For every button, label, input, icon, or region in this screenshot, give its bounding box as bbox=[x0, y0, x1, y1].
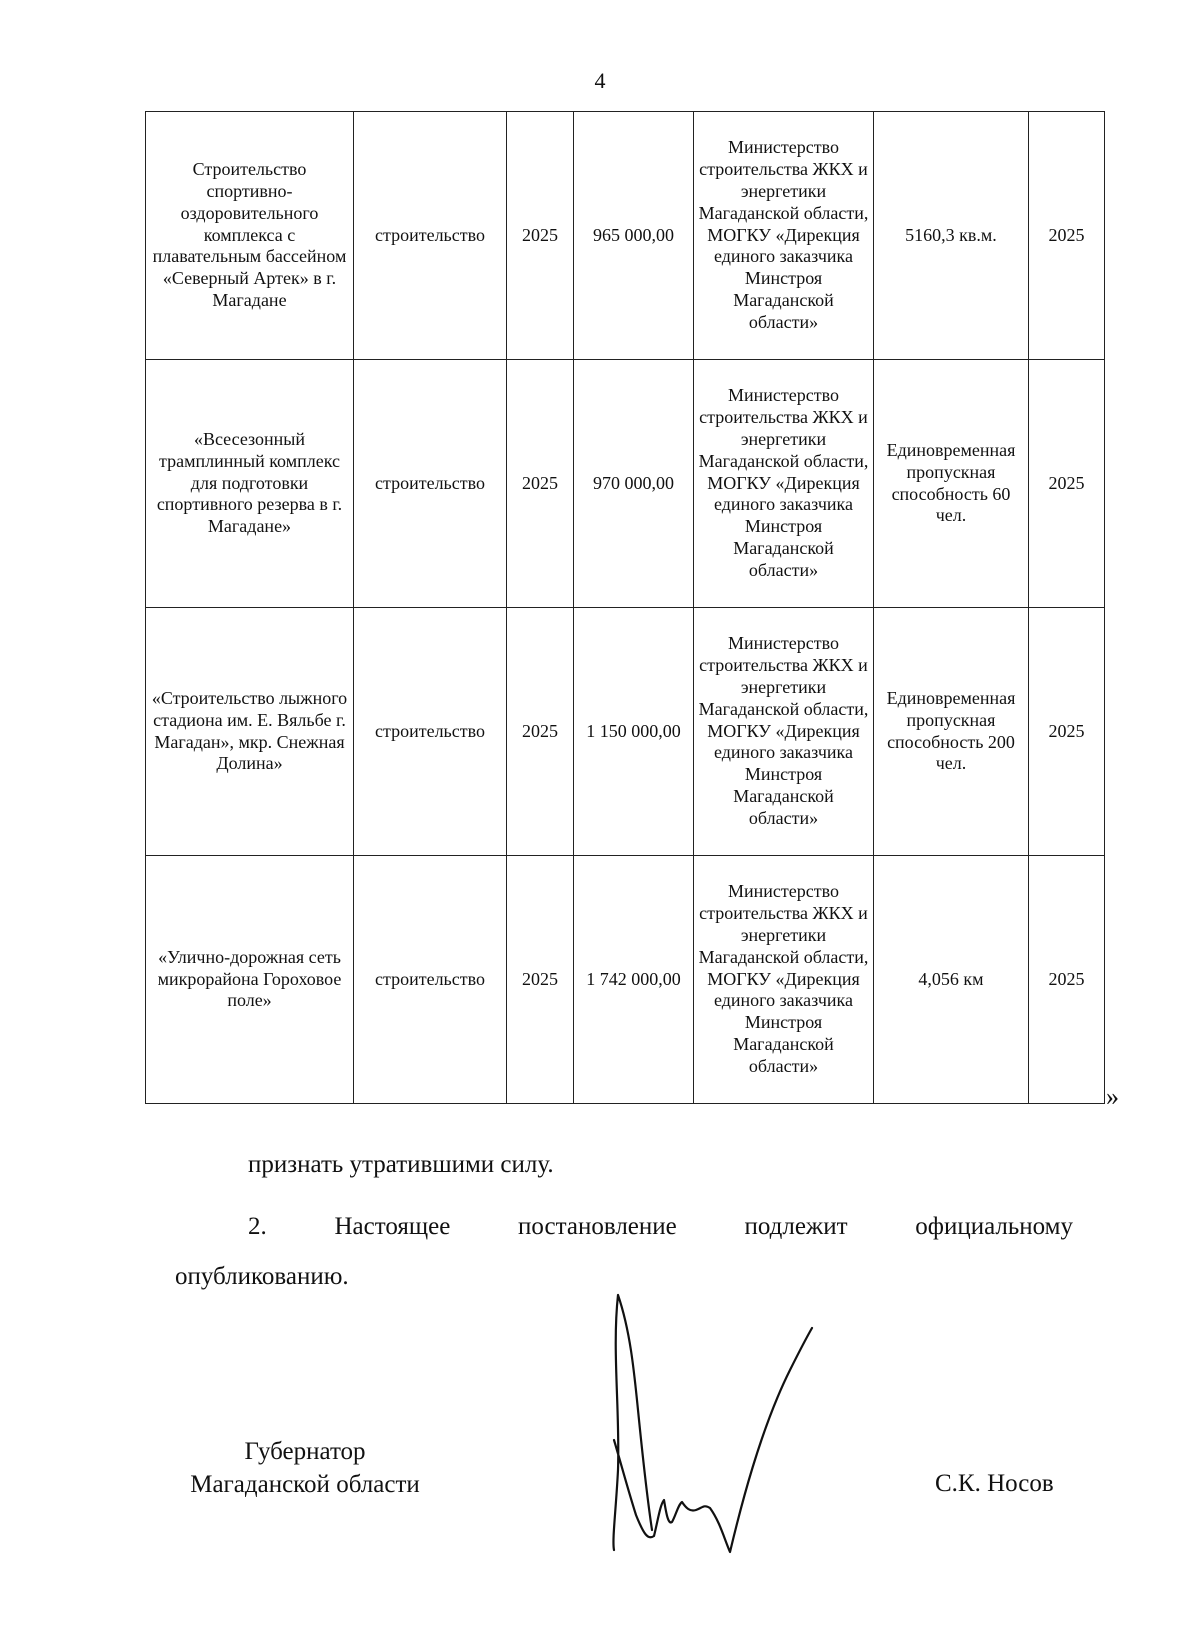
signatory-name: С.К. Носов bbox=[935, 1470, 1054, 1497]
capacity-cell: 5160,3 кв.м. bbox=[874, 112, 1029, 360]
publication-clause bbox=[175, 1212, 1073, 1292]
end-year-cell: 2025 bbox=[1029, 112, 1105, 360]
signatory-title-line2: Магаданской области bbox=[190, 1470, 420, 1498]
publication-clause-line1: 2. Настоящее постановление подлежит официальному bbox=[248, 1213, 1073, 1240]
repeal-clause-text: признать утратившими силу. bbox=[248, 1151, 554, 1178]
signatory-title bbox=[170, 1436, 440, 1501]
cost-cell: 1 742 000,00 bbox=[574, 856, 694, 1104]
capacity-cell: 4,056 км bbox=[874, 856, 1029, 1104]
signatory-title-line1: Губернатор bbox=[244, 1438, 366, 1465]
customer-cell: Министерство строительства ЖКХ и энергетики Магаданской области, МОГКУ «Дирекция единого заказчика Минстроя Магаданской области» bbox=[694, 608, 874, 856]
work-type-cell: строительство bbox=[354, 856, 507, 1104]
capacity-cell: Единовременная пропускная способность 200 чел. bbox=[874, 608, 1029, 856]
cost-cell: 1 150 000,00 bbox=[574, 608, 694, 856]
end-year-cell: 2025 bbox=[1029, 608, 1105, 856]
page-number: 4 bbox=[594, 68, 606, 93]
customer-cell: Министерство строительства ЖКХ и энергетики Магаданской области, МОГКУ «Дирекция единого заказчика Минстроя Магаданской области» bbox=[694, 856, 874, 1104]
table-row bbox=[146, 608, 1105, 856]
table-row bbox=[146, 112, 1105, 360]
work-type-cell: строительство bbox=[354, 360, 507, 608]
work-type-cell: строительство bbox=[354, 608, 507, 856]
start-year-cell: 2025 bbox=[507, 856, 574, 1104]
capacity-cell: Единовременная пропускная способность 60 чел. bbox=[874, 360, 1029, 608]
customer-cell: Министерство строительства ЖКХ и энергетики Магаданской области, МОГКУ «Дирекция единого заказчика Минстроя Магаданской области» bbox=[694, 112, 874, 360]
closing-quote-mark: » bbox=[1106, 1082, 1119, 1111]
start-year-cell: 2025 bbox=[507, 360, 574, 608]
table-row bbox=[146, 360, 1105, 608]
start-year-cell: 2025 bbox=[507, 112, 574, 360]
end-year-cell: 2025 bbox=[1029, 856, 1105, 1104]
table-row bbox=[146, 856, 1105, 1104]
project-name-cell: Строительство спортивно-оздоровительного комплекса с плавательным бассейном «Северный Артек» в г. Магадане bbox=[146, 112, 354, 360]
projects-table bbox=[145, 111, 1105, 1104]
publication-clause-line2: опубликованию. bbox=[175, 1263, 349, 1290]
end-year-cell: 2025 bbox=[1029, 360, 1105, 608]
project-name-cell: «Строительство лыжного стадиона им. Е. Вяльбе г. Магадан», мкр. Снежная Долина» bbox=[146, 608, 354, 856]
start-year-cell: 2025 bbox=[507, 608, 574, 856]
handwritten-signature bbox=[600, 1290, 860, 1560]
project-name-cell: «Всесезонный трамплинный комплекс для подготовки спортивного резерва в г. Магадане» bbox=[146, 360, 354, 608]
cost-cell: 965 000,00 bbox=[574, 112, 694, 360]
cost-cell: 970 000,00 bbox=[574, 360, 694, 608]
work-type-cell: строительство bbox=[354, 112, 507, 360]
customer-cell: Министерство строительства ЖКХ и энергетики Магаданской области, МОГКУ «Дирекция единого заказчика Минстроя Магаданской области» bbox=[694, 360, 874, 608]
project-name-cell: «Улично-дорожная сеть микрорайона Гороховое поле» bbox=[146, 856, 354, 1104]
